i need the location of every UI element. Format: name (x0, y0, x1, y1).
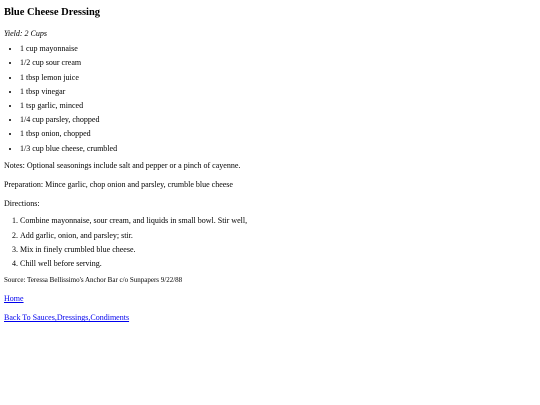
direction-step: 1. Combine mayonnaise, sour cream, and liquids in small bowl. Stir well, (20, 216, 536, 225)
directions-heading: Directions: (4, 199, 40, 209)
direction-step: 4. Chill well before serving. (20, 259, 536, 268)
direction-step: 2. Add garlic, onion, and parsley; stir. (20, 231, 536, 240)
ingredient-item: • 1 tbsp onion, chopped (20, 129, 536, 138)
ingredient-item: • 1/4 cup parsley, chopped (20, 115, 536, 124)
recipe-preparation: Preparation: Mince garlic, chop onion and parsley, crumble blue cheese (4, 179, 233, 189)
ingredient-item: • 1 tbsp vinegar (20, 87, 536, 96)
recipe-yield: Yield: 2 Cups (4, 29, 47, 39)
recipe-notes: Notes: Optional seasonings include salt and pepper or a pinch of cayenne. (4, 160, 241, 170)
page-title: Blue Cheese Dressing (4, 7, 101, 18)
home-link[interactable]: Home (4, 294, 24, 304)
directions-list (4, 216, 536, 268)
ingredient-item: • 1/3 cup blue cheese, crumbled (20, 144, 536, 153)
direction-step: 3. Mix in finely crumbled blue cheese. (20, 245, 536, 254)
back-to-sauces-link[interactable]: Back To Sauces,Dressings,Condiments (4, 313, 130, 323)
ingredient-item: • 1 tsp garlic, minced (20, 101, 536, 110)
ingredient-item: • 1 tbsp lemon juice (20, 73, 536, 82)
ingredient-item: • 1 cup mayonnaise (20, 44, 536, 53)
recipe-source: Source: Teressa Bellissimo's Anchor Bar c/o Sunpapers 9/22/88 (4, 276, 183, 285)
ingredient-item: • 1/2 cup sour cream (20, 58, 536, 67)
ingredient-list (4, 44, 536, 153)
